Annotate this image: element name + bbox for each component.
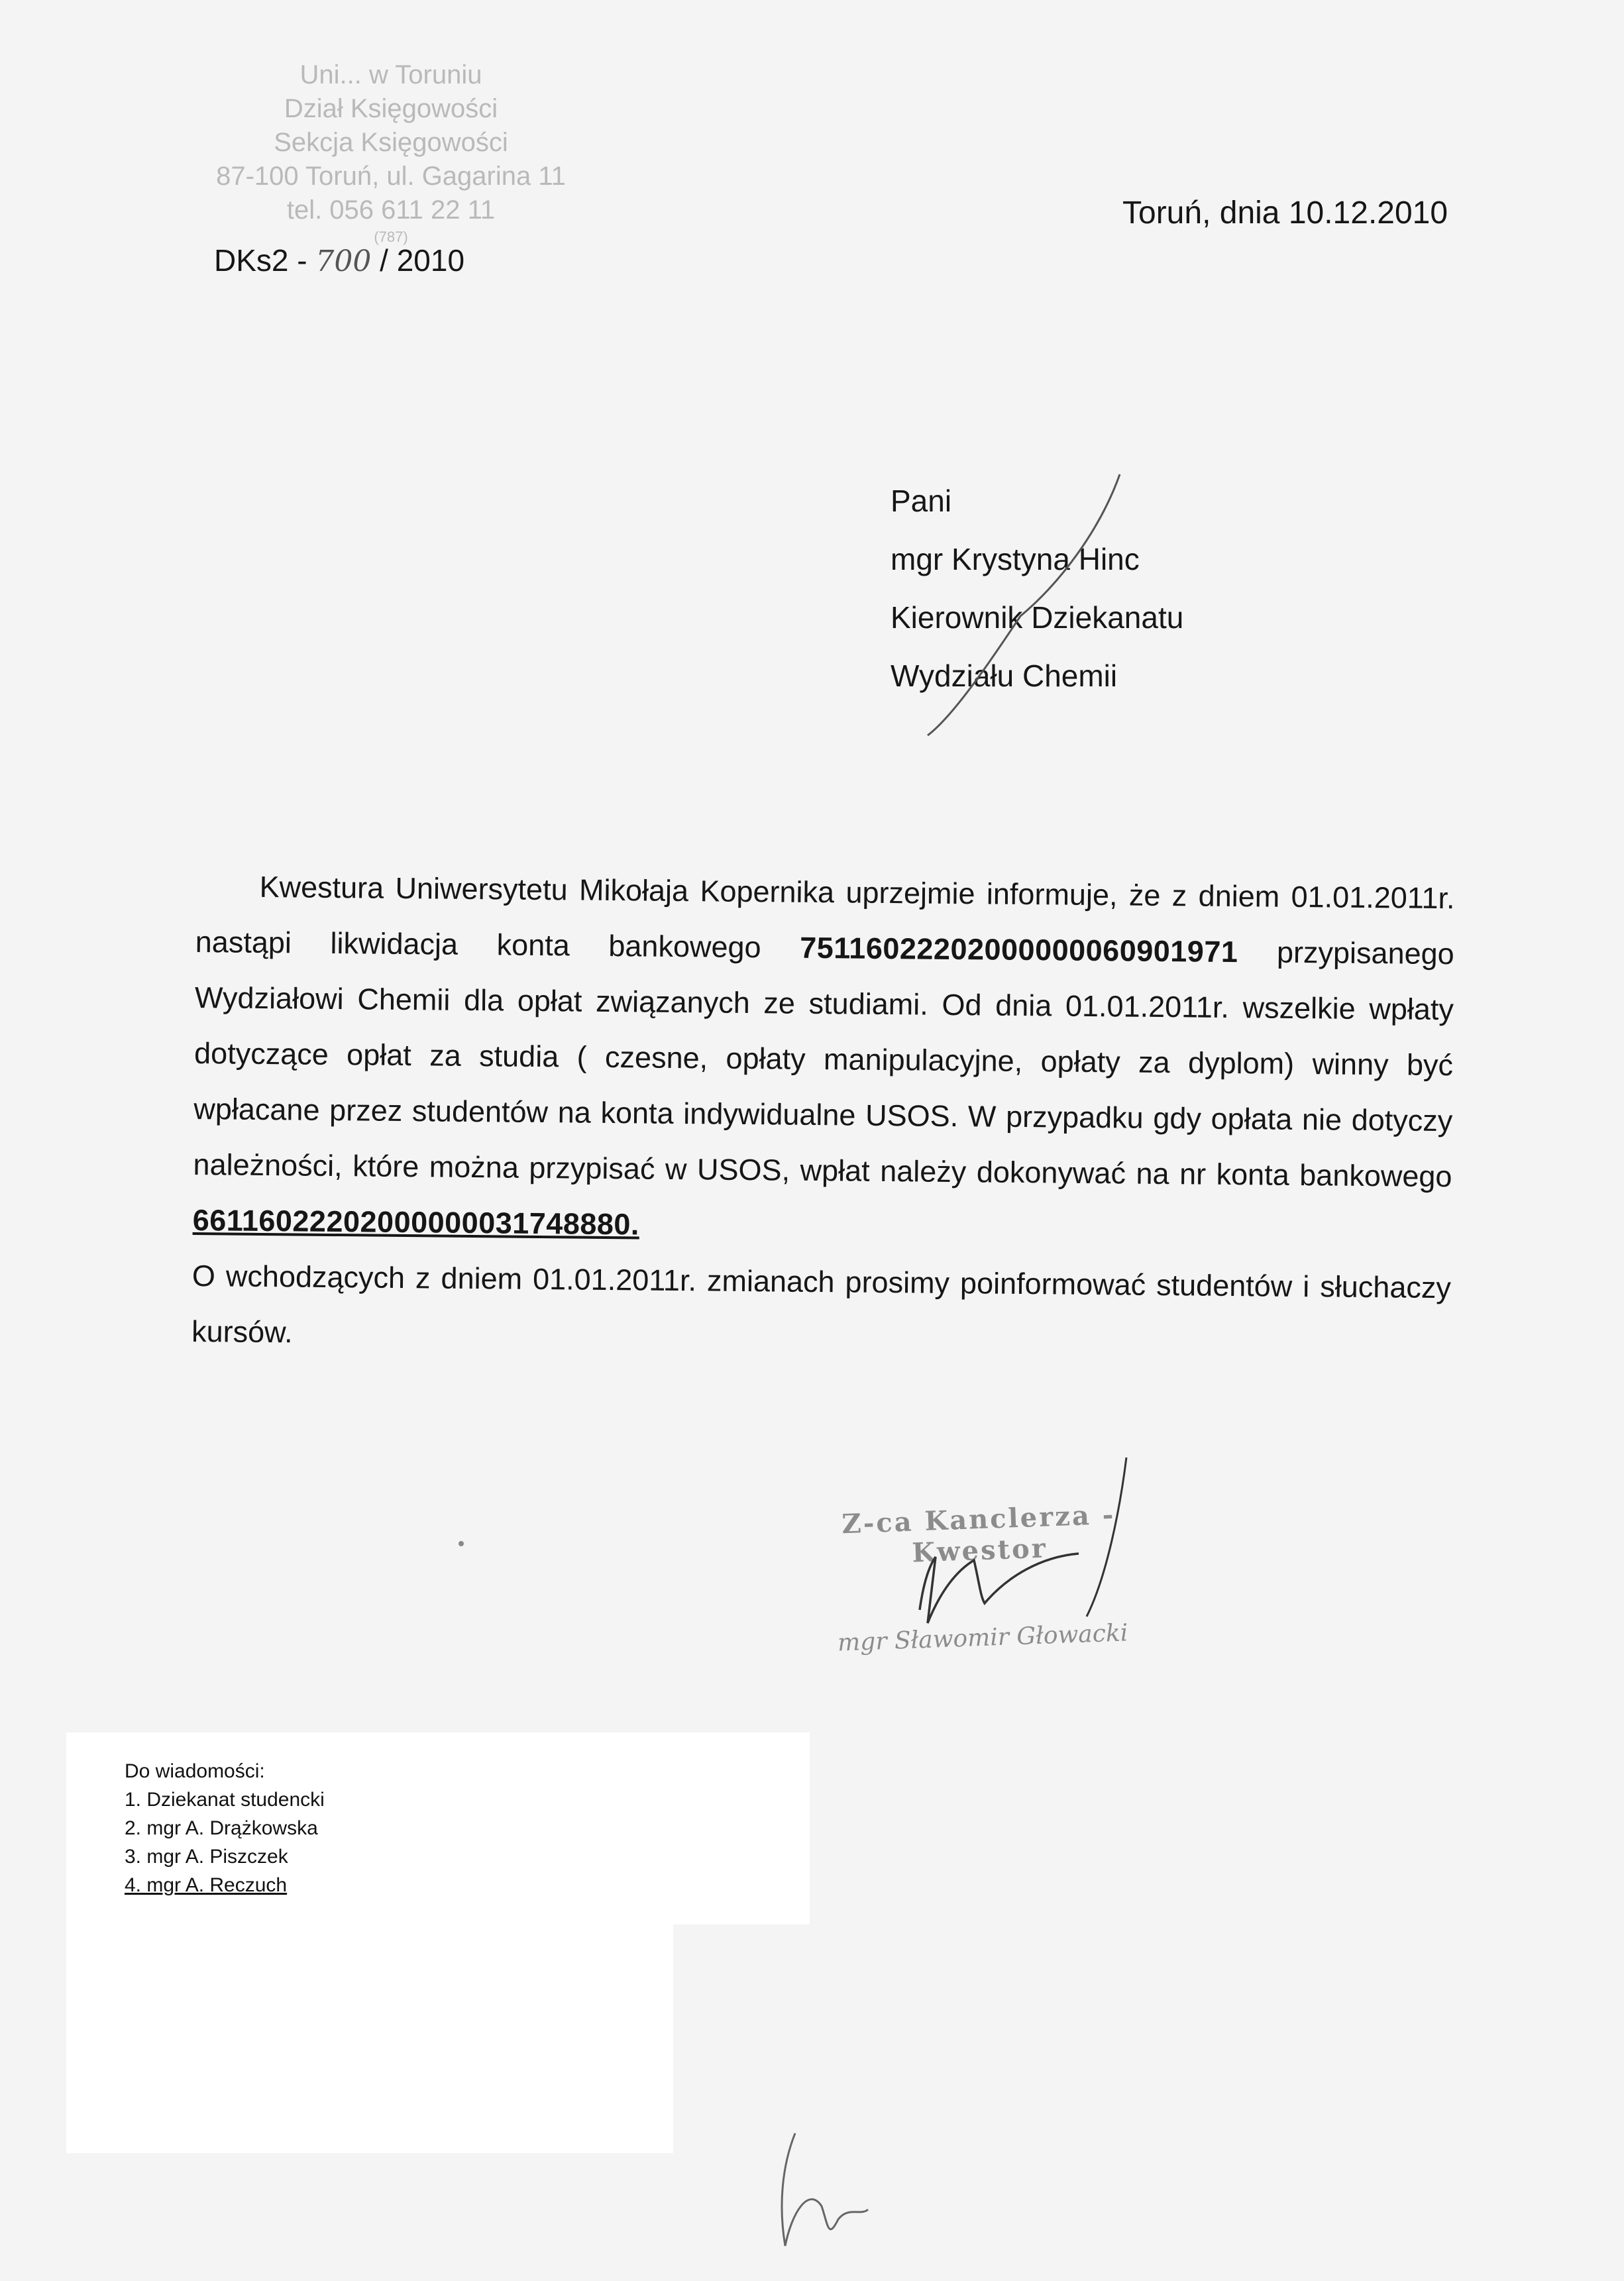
handwritten-stroke-icon — [928, 474, 1120, 735]
addressee-line: Wydziału Chemii — [891, 659, 1118, 693]
cc-item: 1. Dziekanat studencki — [125, 1789, 325, 1811]
letterhead-line: 87-100 Toruń, ul. Gagarina 11 — [216, 162, 566, 191]
reference-handwritten: 700 — [315, 244, 372, 278]
signature-title: Z-ca Kanclerza - Kwestor — [841, 1499, 1116, 1569]
new-account-number: 66116022202000000031748880. — [192, 1202, 640, 1242]
old-account-number: 75116022202000000060901971 — [799, 930, 1238, 969]
body-paragraph-2: O wchodzących z dniem 01.01.2011r. zmianach prosimy poinformować studentów i słuchaczy kursów. — [191, 1258, 1452, 1350]
reference-suffix: / 2010 — [380, 243, 465, 278]
addressee-line: Kierownik Dziekanatu — [891, 600, 1184, 635]
letterhead-line: Sekcja Księgowości — [274, 128, 508, 157]
letterhead-line: tel. 056 611 22 11 — [286, 195, 496, 225]
letterhead-small: (787) — [374, 229, 408, 245]
signature-icon — [1087, 1458, 1126, 1617]
speck-icon — [459, 1541, 464, 1546]
reference-prefix: DKs2 - — [214, 243, 307, 278]
cc-item: 3. mgr A. Piszczek — [125, 1846, 288, 1868]
signature-icon — [920, 1554, 1079, 1623]
cc-item: 4. mgr A. Reczuch — [125, 1874, 288, 1896]
cc-heading: Do wiadomości: — [125, 1760, 265, 1782]
body-text: Kwestura Uniwersytetu Mikołaja Kopernika uprzejmie informuje, że z dniem 01.01.2011r. nastąpi likwidacja konta bankowego — [195, 869, 1455, 965]
cc-item: 2. mgr A. Drążkowska — [125, 1817, 318, 1839]
letterhead-line: Uni... w Toruniu — [299, 60, 482, 89]
initials-icon — [782, 2133, 868, 2246]
letterhead-line: Dział Księgowości — [284, 94, 498, 123]
addressee-line: Pani — [891, 484, 952, 518]
addressee-line: mgr Krystyna Hinc — [891, 542, 1140, 576]
body-text: przypisanego Wydziałowi Chemii dla opłat związanych ze studiami. Od dnia 01.01.2011r. wszelkie wpłaty dotyczące opłat za studia ( czesne, opłaty manipulacyjne, opłaty za dyplom) winny być wpłacane przez studentów na konta indywidualne USOS. W przypadku gdy opłata nie dotyczy należności, które można przypisać w USOS, wpłat należy dokonywać na nr konta bankowego — [193, 935, 1454, 1194]
signature-name: mgr Sławomir Głowacki — [837, 1619, 1128, 1657]
letter-date: Toruń, dnia 10.12.2010 — [1122, 195, 1448, 231]
